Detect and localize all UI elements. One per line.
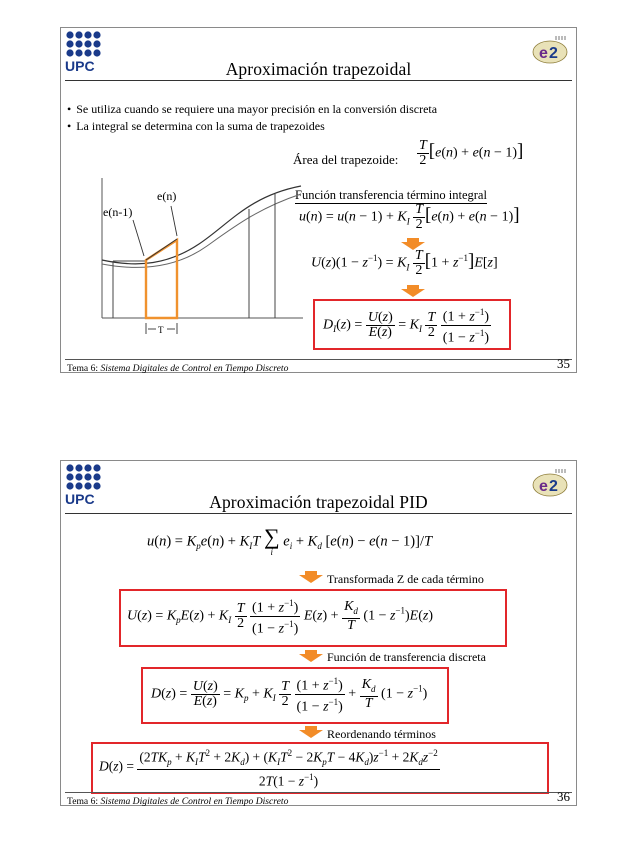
rearranged-formula: D(z) = $\frac{(2TK_p + K_IT^2 + 2K_d) + (K_IT^2 - 2K_pT - 4K_d)z^{-1} + 2K_dz^{-2}}{2T(1 - z^{-1})}$	[99, 748, 438, 789]
area-label: Área del trapezoide:	[293, 152, 399, 167]
down-arrow-icon	[299, 571, 323, 583]
footer-text: Tema 6: Sistema Digitales de Control en Tiempo Discreto	[67, 363, 289, 374]
step-label-2: Función de transferencia discreta	[327, 650, 486, 664]
bullet-2: • La integral se determina con la suma de trapezoides	[67, 119, 325, 134]
svg-text:2: 2	[549, 45, 558, 62]
svg-text:e: e	[539, 478, 548, 495]
down-arrow-icon	[299, 726, 323, 738]
step-label-3: Reordenando términos	[327, 727, 436, 741]
title-divider	[65, 513, 572, 514]
z-transform-formula: $U(z) = K_pE(z) + K_I$ $\frac{T}{2}$ $\frac{(1 + z^{-1})}{(1 - z^{-1})}$ E(z) + $\frac{K_d}{T}$ $(1 - z^{-1})E(z)$	[127, 598, 434, 637]
svg-text:2: 2	[549, 478, 558, 495]
slide-35	[60, 27, 577, 373]
trapezoid-graph	[99, 168, 305, 344]
z-transform-formula: $U(z)(1 - z^{-1}) = K_I$ $\frac{T}{2}$ $[1 + z^{-1}]E[z]$	[311, 248, 498, 278]
label-period-t: T	[158, 325, 164, 335]
page-number: 36	[557, 789, 570, 804]
svg-text:e: e	[539, 45, 548, 62]
transfer-label: Función transferencia término integral	[295, 188, 487, 202]
down-arrow-icon	[401, 238, 425, 250]
recursion-formula: $u(n) = u(n - 1) + K_I$ $\frac{T}{2}$ [e(n) + e(n − 1)]	[299, 202, 520, 232]
step-label-1: Transformada Z de cada término	[327, 572, 484, 586]
label-e-n: e(n)	[157, 189, 177, 203]
discrete-transfer-formula: D(z) = $\frac{U(z)}{E(z)}$ = $K_p + K_I$ $\frac{T}{2}$ $\frac{(1 + z^{-1})}{(1 - z^{-1})}$ + $\frac{K_d}{T}$ $(1 - z^{-1})$	[151, 676, 428, 715]
bullet-1: • Se utiliza cuando se requiere una mayor precisión en la conversión discreta	[67, 102, 437, 117]
integral-transfer-formula: $D_I(z)$ = $\frac{U(z)}{E(z)}$ = $K_I$ $\frac{T}{2}$ $\frac{(1 + z^{-1})}{(1 - z^{-1})}$	[323, 307, 490, 346]
title-divider	[65, 80, 572, 81]
page-number: 35	[557, 356, 570, 371]
down-arrow-icon	[299, 650, 323, 662]
svg-text:UPC: UPC	[65, 491, 95, 507]
slide-36	[60, 460, 577, 806]
svg-text:UPC: UPC	[65, 58, 95, 74]
down-arrow-icon	[401, 285, 425, 297]
label-e-n-minus-1: e(n-1)	[103, 205, 133, 219]
footer	[65, 789, 572, 807]
pid-difference-formula: $u(n) = K_pe(n) + K_IT$ ∑ i $e_i + K_d$ [e(n) − e(n − 1)]/T	[147, 524, 433, 557]
footer	[65, 356, 572, 374]
area-formula: $\frac{T}{2}$ [e(n) + e(n − 1)]	[419, 138, 524, 168]
slide-title: Aproximación trapezoidal PID	[209, 492, 428, 512]
slide-title: Aproximación trapezoidal	[225, 59, 412, 79]
footer-text: Tema 6: Sistema Digitales de Control en Tiempo Discreto	[67, 796, 289, 807]
